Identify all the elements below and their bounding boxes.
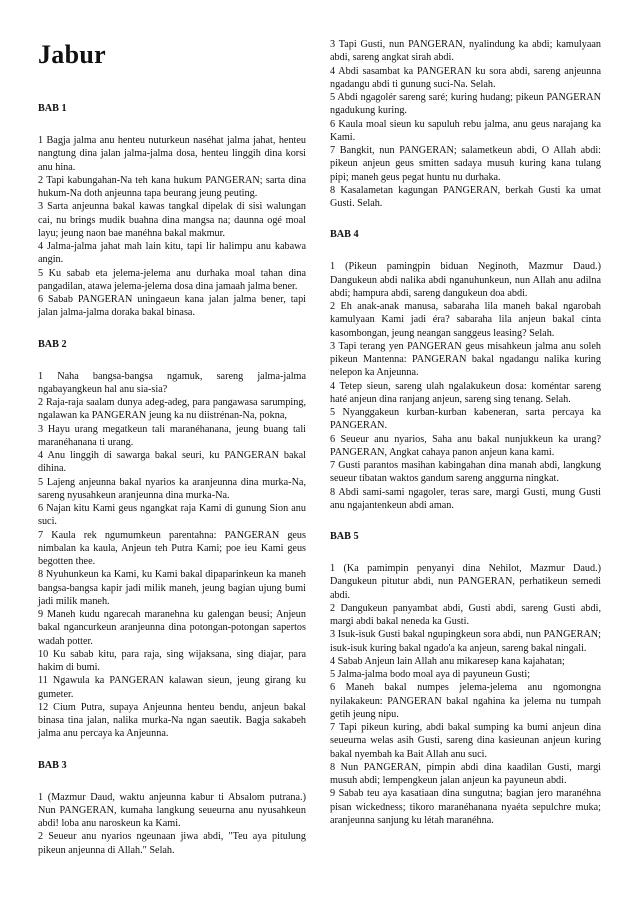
verse-text: 6 Sabab PANGERAN uningaeun kana jalan jalma bener, tapi jalan jalma-jalma doraka bakal binasa. <box>38 294 306 319</box>
verse-text: 3 Isuk-isuk Gusti bakal ngupingkeun sora abdi, nun PANGERAN; isuk-isuk kuring bakal ngado'a ka anjeun, sareng bakal ningali. <box>330 629 601 654</box>
verse-text: 2 Eh anak-anak manusa, sabaraha lila maneh bakal ngarobah kamulyaan Kami jadi éra? sabaraha lila anjeun bakal cinta kasombongan, jeung neangan sanggeus leasing? Selah. <box>330 301 601 339</box>
verse-text: 7 Gusti parantos masihan kabingahan dina manah abdi, langkung seueur tibatan waktos gandum sareng anggurna ningkat. <box>330 460 601 485</box>
chapter <box>38 102 306 320</box>
chapter-heading: BAB 4 <box>330 229 359 241</box>
verse-text: 12 Cium Putra, supaya Anjeunna henteu bendu, anjeun bakal binasa tina jalan, nalika murka-Na ngan saeutik. Bagja sakabeh jalma anu percaya ka Anjeunna. <box>38 701 306 740</box>
verse-text: 1 (Ka pamimpin penyanyi dina Nehilot, Mazmur Daud.) Dangukeun pitutur abdi, nun PANGERAN, perhatikeun semedi abdi. <box>330 563 601 601</box>
verse-text: 7 Bangkit, nun PANGERAN; salametkeun abdi, O Allah abdi: pikeun anjeun geus smitten sadaya musuh kuring kana tulang pipi; maneh geus pegat huntu nu durhaka. <box>330 145 601 183</box>
verse-text: 1 (Mazmur Daud, waktu anjeunna kabur ti Absalom putrana.) Nun PANGERAN, kumaha langkung seueurna anu nyusahkeun abdi! loba anu naroskeun ka Kami. <box>38 791 306 829</box>
chapter <box>38 759 306 857</box>
verse-text: 5 Ku sabab eta jelema-jelema anu durhaka moal tahan dina pangadilan, atawa jelema-jelema dosa dina jamaah jalma bener. <box>38 267 306 292</box>
verse-text: 7 Tapi pikeun kuring, abdi bakal sumping ka bumi anjeun dina seueurna welas asih Gusti, sareng dina kasieunan anjeun kuring bakal nyembah ka Bait Allah anu suci. <box>330 722 601 760</box>
verse-text: 8 Nun PANGERAN, pimpin abdi dina kaadilan Gusti, margi musuh abdi; lempengkeun jalan anjeun ka payuneun abdi. <box>330 761 601 786</box>
verse-text: 4 Jalma-jalma jahat mah lain kitu, tapi lir halimpu anu kabawa angin. <box>38 241 306 266</box>
verse-text: 2 Dangukeun panyambat abdi, Gusti abdi, sareng Gusti abdi, margi abdi bakal neneda ka Gusti. <box>330 602 601 627</box>
verse-text: 8 Nyuhunkeun ka Kami, ku Kami bakal dipaparinkeun ka maneh bangsa-bangsa kapir jadi milik maneh, jeung bagian ujung bumi jadi milik maneh. <box>38 569 306 607</box>
verse-text: 3 Tapi Gusti, nun PANGERAN, nyalindung ka abdi; kamulyaan abdi, sareng angkat sirah abdi. <box>330 39 601 64</box>
verse-text: 10 Ku sabab kitu, para raja, sing wijaksana, sing diajar, para hakim di bumi. <box>38 648 306 673</box>
verse-text: 5 Abdi ngagolér sareng saré; kuring hudang; pikeun PANGERAN ngadukung kuring. <box>330 92 601 117</box>
chapter <box>38 338 306 741</box>
document-title: Jabur <box>38 40 106 69</box>
verse-text: 3 Hayu urang megatkeun tali maranéhanana, jeung buang tali maranéhanana ti urang. <box>38 423 306 448</box>
chapter-heading: BAB 3 <box>38 759 67 771</box>
verse-text: 4 Tetep sieun, sareng ulah ngalakukeun dosa: koméntar sareng haté anjeun dina ranjang anjeun, sareng sing tenang. Selah. <box>330 380 601 405</box>
chapter-heading: BAB 2 <box>38 338 67 350</box>
left-column <box>38 40 306 875</box>
verse-text: 6 Seueur anu nyarios, Saha anu bakal nunjukkeun ka urang? PANGERAN, Angkat cahaya panon anjeun kana kami. <box>330 433 601 458</box>
chapter <box>330 38 601 210</box>
chapter-heading: BAB 1 <box>38 103 67 114</box>
verse-text: 5 Nyanggakeun kurban-kurban kabeneran, sarta percaya ka PANGERAN. <box>330 407 601 432</box>
verse-text: 4 Anu linggih di sawarga bakal seuri, ku PANGERAN bakal dihina. <box>38 450 306 475</box>
verse-text: 3 Sarta anjeunna bakal kawas tangkal dipelak di sisi walungan cai, nu brings mudik buahna dina mangsa na; daunna ogé moal layu; jeung naon bae manéhna bakal makmur. <box>38 201 306 239</box>
chapter <box>330 228 601 512</box>
verse-text: 7 Kaula rek ngumumkeun parentahna: PANGERAN geus nimbalan ka kaula, Anjeun teh Putra Kami; poe ieu Kami geus begotten thee. <box>38 529 306 567</box>
verse-text: 1 (Pikeun pamingpin biduan Neginoth, Mazmur Daud.) Dangukeun abdi nalika abdi nganuhunkeun, nun Allah anu adilna abdi; hampura abdi, sareng dangukeun doa abdi. <box>330 261 601 299</box>
verse-text: 1 Bagja jalma anu henteu nuturkeun naséhat jalma jahat, henteu nangtung dina jalan jalma-jalma dosa, henteu linggih dina korsi anu hina. <box>38 135 306 173</box>
right-column <box>330 38 601 845</box>
verse-text: 2 Raja-raja saalam dunya adeg-adeg, para pangawasa sarumping, ngalawan ka PANGERAN jeung ka nu diistrénan-Na, pokna, <box>38 397 306 422</box>
verse-text: 4 Sabab Anjeun lain Allah anu mikaresep kana kajahatan; <box>330 655 565 667</box>
verse-text: 6 Najan kitu Kami geus ngangkat raja Kami di gunung Sion anu suci. <box>38 503 306 528</box>
verse-text: 5 Jalma-jalma bodo moal aya di payuneun Gusti; <box>330 669 531 680</box>
chapter <box>330 530 601 827</box>
verse-text: 2 Seueur anu nyarios ngeunaan jiwa abdi, "Teu aya pitulung pikeun anjeunna di Allah." Selah. <box>38 831 306 856</box>
verse-text: 3 Tapi terang yen PANGERAN geus misahkeun jalma anu soleh pikeun Mantenna: PANGERAN bakal ngadangu nalika kuring nelepon ka Anjeunna. <box>330 340 601 379</box>
chapter-heading: BAB 5 <box>330 531 359 542</box>
verse-text: 9 Maneh kudu ngarecah maranehna ku galengan beusi; Anjeun bakal ngancurkeun aranjeunna dina potongan-potongan sapertos wadah potter. <box>38 609 306 647</box>
verse-text: 1 Naha bangsa-bangsa ngamuk, sareng jalma-jalma ngabayangkeun hal anu sia-sia? <box>38 370 306 395</box>
verse-text: 2 Tapi kabungahan-Na teh kana hukum PANGERAN; sarta dina hukum-Na doth anjeunna tapa beurang jeung peuting. <box>38 174 306 199</box>
verse-text: 11 Ngawula ka PANGERAN kalawan sieun, jeung girang ku gumeter. <box>38 675 306 700</box>
verse-text: 4 Abdi sasambat ka PANGERAN ku sora abdi, sareng anjeunna ngadangu abdi ti gunung suci-Na. Selah. <box>330 65 601 90</box>
verse-text: 6 Maneh bakal numpes jelema-jelema anu ngomongna nyilakakeun: PANGERAN bakal ngahina ka jelema nu tumpah getih jeung nipu. <box>330 682 601 720</box>
verse-text: 5 Lajeng anjeunna bakal nyarios ka aranjeunna dina murka-Na, sareng nyusahkeun aranjeunna dina murka-Na. <box>38 476 306 501</box>
verse-text: 8 Kasalametan kagungan PANGERAN, berkah Gusti ka umat Gusti. Selah. <box>330 184 601 209</box>
verse-text: 8 Abdi sami-sami ngagoler, teras sare, margi Gusti, mung Gusti anu ngajantenkeun abdi aman. <box>330 486 601 511</box>
verse-text: 6 Kaula moal sieun ku sapuluh rebu jalma, anu geus narajang ka Kami. <box>330 118 601 143</box>
verse-text: 9 Sabab teu aya kasatiaan dina sungutna; bagian jero maranéhna pisan wickedness; tikoro maranéhanana nyaéta sepulchre muka; aranjeunna sanjung ku létah maranéhna. <box>330 788 601 826</box>
